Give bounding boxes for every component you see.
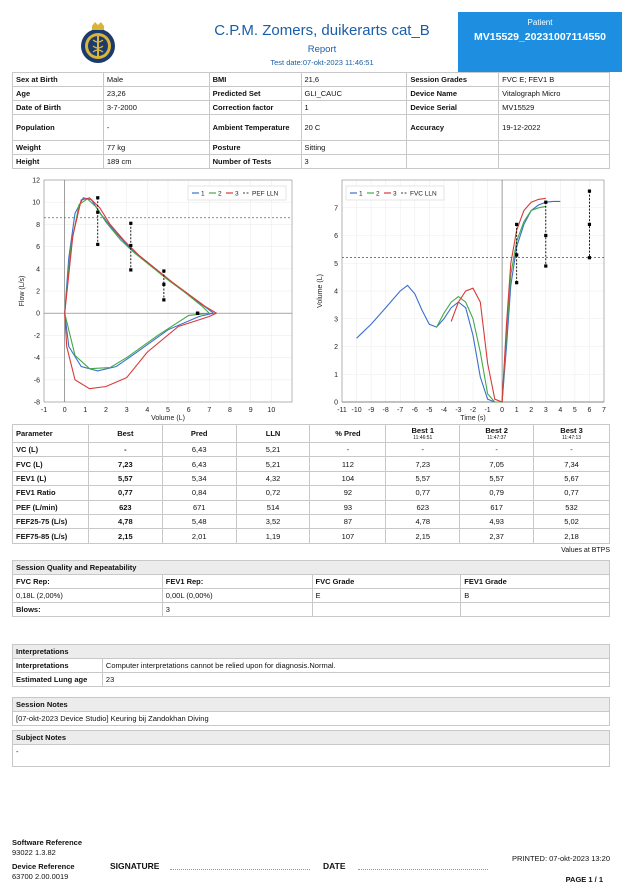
x-tick-label: 4 xyxy=(145,407,150,414)
parameter-cell: FVC (L) xyxy=(13,457,89,471)
table-row xyxy=(13,659,610,673)
lln-cell: 5,21 xyxy=(236,443,310,457)
predicted-point xyxy=(96,196,99,199)
ambient-label: Ambient Temperature xyxy=(209,115,301,141)
y-tick-label: 1 xyxy=(334,371,338,379)
y-axis-label: Flow (L/s) xyxy=(19,275,26,307)
predicted-point xyxy=(129,222,132,225)
interpretations-table xyxy=(12,644,610,687)
bmi-label: BMI xyxy=(209,73,301,87)
legend-label: 3 xyxy=(235,190,239,198)
interpretations-label: Interpretations xyxy=(13,659,103,673)
x-tick-label: -5 xyxy=(426,407,433,414)
empty-cell xyxy=(407,155,499,169)
session-notes-text: [07-okt-2023 Device Studio] Keuring bij Zandokhan Diving xyxy=(13,712,610,726)
results-header-row xyxy=(13,425,610,443)
practice-title: C.P.M. Zomers, duikerarts cat_B xyxy=(214,22,430,39)
signature-line xyxy=(170,869,310,870)
x-tick-label: 8 xyxy=(228,407,232,414)
predicted-point xyxy=(129,268,132,271)
pred-cell: 2,01 xyxy=(162,529,236,543)
predicted-point xyxy=(544,234,547,237)
printed-date: PRINTED: 07-okt-2023 13:20 xyxy=(512,854,610,863)
x-tick-label: 10 xyxy=(267,407,276,414)
best3-label: Best 3 xyxy=(560,426,583,435)
parameter-cell: FEF75-85 (L/s) xyxy=(13,529,89,543)
pred-cell: 5,48 xyxy=(162,514,236,528)
y-tick-label: -2 xyxy=(33,332,40,340)
b3-cell: 2,18 xyxy=(534,529,610,543)
table-row xyxy=(13,443,610,457)
b2-cell: 617 xyxy=(460,500,534,514)
device-name-value: Vitalograph Micro xyxy=(499,87,610,101)
y-tick-label: 4 xyxy=(36,266,40,274)
report-header xyxy=(12,12,610,72)
best-cell: 4,78 xyxy=(88,514,162,528)
device-value: 63700 2.00.0019 xyxy=(12,872,69,881)
volume-time-chart xyxy=(312,170,612,422)
table-row xyxy=(13,115,610,141)
height-label: Height xyxy=(13,155,104,169)
subject-notes-table xyxy=(12,730,610,767)
pct-pred-cell: 92 xyxy=(310,486,386,500)
tests-label: Number of Tests xyxy=(209,155,301,169)
legend-label: 1 xyxy=(359,190,363,198)
y-tick-label: 12 xyxy=(32,177,40,185)
x-tick-label: 1 xyxy=(83,407,88,414)
blows-value: 3 xyxy=(162,603,312,617)
y-tick-label: 10 xyxy=(32,199,40,207)
predicted-point xyxy=(515,253,518,256)
x-tick-label: 4 xyxy=(558,407,563,414)
parameter-cell: FEF25-75 (L/s) xyxy=(13,514,89,528)
table-row xyxy=(13,73,610,87)
empty-cell xyxy=(407,141,499,155)
predicted-point xyxy=(544,264,547,267)
b1-cell: 7,23 xyxy=(386,457,460,471)
predicted-point xyxy=(588,256,591,259)
accuracy-label: Accuracy xyxy=(407,115,499,141)
best-cell: 2,15 xyxy=(88,529,162,543)
table-row xyxy=(13,514,610,528)
posture-label: Posture xyxy=(209,141,301,155)
fev1-grade-label: FEV1 Grade xyxy=(461,575,610,589)
pred-cell: 6,43 xyxy=(162,443,236,457)
dob-label: Date of Birth xyxy=(13,101,104,115)
subject-notes-text: - xyxy=(13,745,610,767)
lung-age-label: Estimated Lung age xyxy=(13,673,103,687)
table-row xyxy=(13,87,610,101)
x-tick-label: 3 xyxy=(124,407,129,414)
parameter-cell: FEV1 (L) xyxy=(13,471,89,485)
x-tick-label: 0 xyxy=(500,407,505,414)
b2-cell: 0,79 xyxy=(460,486,534,500)
x-tick-label: -9 xyxy=(367,407,375,414)
population-value: - xyxy=(103,115,209,141)
fev1-grade-value: B xyxy=(461,589,610,603)
y-tick-label: 8 xyxy=(36,221,40,229)
subject-notes-title: Subject Notes xyxy=(13,731,610,745)
predicted-point xyxy=(588,190,591,193)
y-tick-label: -6 xyxy=(33,377,40,385)
legend-label: 3 xyxy=(393,190,397,198)
predicted-set-value: GLI_CAUC xyxy=(301,87,407,101)
table-row xyxy=(13,698,610,712)
y-tick-label: 5 xyxy=(334,260,338,268)
parameter-cell: VC (L) xyxy=(13,443,89,457)
sex-value: Male xyxy=(103,73,209,87)
x-tick-label: -2 xyxy=(469,407,477,414)
b2-cell: - xyxy=(460,443,534,457)
table-row xyxy=(13,645,610,659)
pct-pred-cell: 107 xyxy=(310,529,386,543)
table-row xyxy=(13,457,610,471)
best-cell: 0,77 xyxy=(88,486,162,500)
pct-pred-cell: 104 xyxy=(310,471,386,485)
predicted-point xyxy=(196,312,199,315)
x-tick-label: 2 xyxy=(104,407,108,414)
tests-value: 3 xyxy=(301,155,407,169)
b1-cell: - xyxy=(386,443,460,457)
software-value: 93022 1.3.82 xyxy=(12,848,56,857)
fvc-grade-value: E xyxy=(312,589,461,603)
y-tick-label: 6 xyxy=(334,233,338,240)
x-tick-label: 6 xyxy=(186,407,191,414)
y-tick-label: -8 xyxy=(33,399,40,407)
b1-cell: 2,15 xyxy=(386,529,460,543)
y-tick-label: 2 xyxy=(36,288,40,296)
x-tick-label: 2 xyxy=(529,407,534,414)
btps-note: Values at BTPS xyxy=(561,547,610,554)
best1-label: Best 1 xyxy=(411,426,435,435)
best2-time: 11:47:37 xyxy=(487,435,507,441)
device-serial-label: Device Serial xyxy=(407,101,499,115)
lln-cell: 4,32 xyxy=(236,471,310,485)
pred-cell: 671 xyxy=(162,500,236,514)
b2-cell: 7,05 xyxy=(460,457,534,471)
x-tick-label: -11 xyxy=(337,407,347,414)
y-tick-label: 3 xyxy=(334,316,338,324)
pred-cell: 0,84 xyxy=(162,486,236,500)
correction-label: Correction factor xyxy=(209,101,301,115)
date-line xyxy=(358,869,488,870)
col-pred: Pred xyxy=(162,425,236,443)
series-1-line xyxy=(65,198,214,371)
patient-info-table xyxy=(12,72,610,169)
lln-cell: 1,19 xyxy=(236,529,310,543)
best-cell: 7,23 xyxy=(88,457,162,471)
x-axis-label: Volume (L) xyxy=(151,415,185,422)
b2-cell: 5,57 xyxy=(460,471,534,485)
height-value: 189 cm xyxy=(103,155,209,169)
col-parameter: Parameter xyxy=(13,425,89,443)
pred-cell: 6,43 xyxy=(162,457,236,471)
fvc-grade-label: FVC Grade xyxy=(312,575,461,589)
x-tick-label: 9 xyxy=(248,407,253,414)
session-quality-title: Session Quality and Repeatability xyxy=(13,561,610,575)
correction-value: 1 xyxy=(301,101,407,115)
blows-label: Blows: xyxy=(13,603,163,617)
predicted-point xyxy=(515,223,518,226)
fvc-rep-value: 0,18L (2,00%) xyxy=(13,589,163,603)
best3-time: 11:47:13 xyxy=(562,435,582,441)
x-tick-label: -6 xyxy=(411,407,418,414)
col-lln: LLN xyxy=(236,425,310,443)
patient-box xyxy=(458,12,622,72)
session-grades-label: Session Grades xyxy=(407,73,499,87)
predicted-point xyxy=(162,283,165,286)
legend-label: 2 xyxy=(218,190,222,198)
x-tick-label: -10 xyxy=(351,407,362,414)
lln-cell: 0,72 xyxy=(236,486,310,500)
results-body xyxy=(13,443,610,544)
dob-value: 3-7-2000 xyxy=(103,101,209,115)
x-tick-label: -3 xyxy=(455,407,462,414)
report-label: Report xyxy=(307,44,337,55)
y-tick-label: 6 xyxy=(36,244,40,252)
table-row xyxy=(13,712,610,726)
fev1-rep-value: 0,00L (0,00%) xyxy=(162,589,312,603)
results-table xyxy=(12,424,610,544)
predicted-point xyxy=(544,201,547,204)
signature-label: SIGNATURE xyxy=(110,861,160,871)
age-value: 23,26 xyxy=(103,87,209,101)
empty-cell xyxy=(312,603,461,617)
y-tick-label: 0 xyxy=(334,399,338,407)
device-label: Device Reference xyxy=(12,862,75,871)
table-row xyxy=(13,500,610,514)
y-tick-label: 4 xyxy=(334,288,338,296)
sex-label: Sex at Birth xyxy=(13,73,104,87)
col-best3 xyxy=(534,425,610,443)
parameter-cell: FEV1 Ratio xyxy=(13,486,89,500)
table-row xyxy=(13,529,610,543)
fvc-rep-label: FVC Rep: xyxy=(13,575,163,589)
pred-cell: 5,34 xyxy=(162,471,236,485)
x-tick-label: 6 xyxy=(587,407,592,414)
legend-label: PEF LLN xyxy=(252,190,279,198)
b1-cell: 5,57 xyxy=(386,471,460,485)
b3-cell: 5,67 xyxy=(534,471,610,485)
predicted-point xyxy=(515,281,518,284)
x-tick-label: 5 xyxy=(166,407,170,414)
y-tick-label: 2 xyxy=(334,344,338,351)
legend-label: FVC LLN xyxy=(410,190,437,198)
best1-time: 11:46:51 xyxy=(413,435,433,441)
best-cell: - xyxy=(88,443,162,457)
interpretations-text: Computer interpretations cannot be relied upon for diagnosis.Normal. xyxy=(102,659,609,673)
patient-id: MV15529_20231007114550 xyxy=(474,31,606,43)
b3-cell: - xyxy=(534,443,610,457)
table-row xyxy=(13,589,610,603)
empty-cell xyxy=(461,603,610,617)
session-notes-table xyxy=(12,697,610,726)
x-tick-label: 5 xyxy=(572,407,577,414)
fev1-rep-label: FEV1 Rep: xyxy=(162,575,312,589)
b2-cell: 4,93 xyxy=(460,514,534,528)
table-row xyxy=(13,101,610,115)
lln-cell: 514 xyxy=(236,500,310,514)
table-row xyxy=(13,141,610,155)
session-notes-title: Session Notes xyxy=(13,698,610,712)
device-serial-value: MV15529 xyxy=(499,101,610,115)
b1-cell: 623 xyxy=(386,500,460,514)
x-tick-label: -7 xyxy=(397,407,404,414)
page-number: PAGE 1 / 1 xyxy=(565,875,603,884)
pct-pred-cell: 87 xyxy=(310,514,386,528)
session-quality-table xyxy=(12,560,610,617)
weight-value: 77 kg xyxy=(103,141,209,155)
b3-cell: 532 xyxy=(534,500,610,514)
legend-label: 1 xyxy=(201,190,205,198)
pct-pred-cell: 93 xyxy=(310,500,386,514)
x-tick-label: 3 xyxy=(543,407,548,414)
caduceus-logo-icon xyxy=(80,20,116,66)
table-row xyxy=(13,155,610,169)
flow-volume-chart xyxy=(10,170,300,422)
interpretations-title: Interpretations xyxy=(13,645,610,659)
b3-cell: 0,77 xyxy=(534,486,610,500)
y-axis-label: Volume (L) xyxy=(317,274,324,308)
table-row xyxy=(13,673,610,687)
posture-value: Sitting xyxy=(301,141,407,155)
weight-label: Weight xyxy=(13,141,104,155)
predicted-point xyxy=(96,211,99,214)
patient-label: Patient xyxy=(527,18,553,27)
session-grades-value: FVC E; FEV1 B xyxy=(499,73,610,87)
b3-cell: 5,02 xyxy=(534,514,610,528)
y-tick-label: -4 xyxy=(33,355,40,363)
x-tick-label: 7 xyxy=(602,407,606,414)
table-row xyxy=(13,471,610,485)
software-label: Software Reference xyxy=(12,838,83,847)
col-best: Best xyxy=(88,425,162,443)
ambient-value: 20 C xyxy=(301,115,407,141)
predicted-point xyxy=(162,298,165,301)
bmi-value: 21,6 xyxy=(301,73,407,87)
empty-cell xyxy=(499,155,610,169)
age-label: Age xyxy=(13,87,104,101)
test-date: Test date:07-okt-2023 11:46:51 xyxy=(270,58,374,67)
b1-cell: 0,77 xyxy=(386,486,460,500)
col-pct-pred: % Pred xyxy=(310,425,386,443)
lln-cell: 3,52 xyxy=(236,514,310,528)
y-tick-label: 0 xyxy=(36,310,40,318)
predicted-point xyxy=(162,269,165,272)
pct-pred-cell: - xyxy=(310,443,386,457)
predicted-set-label: Predicted Set xyxy=(209,87,301,101)
x-axis-label: Time (s) xyxy=(460,415,486,422)
series-3-line xyxy=(65,198,217,389)
best-cell: 623 xyxy=(88,500,162,514)
table-row xyxy=(13,603,610,617)
x-tick-label: -1 xyxy=(484,407,491,414)
predicted-point xyxy=(129,244,132,247)
best-cell: 5,57 xyxy=(88,471,162,485)
table-row xyxy=(13,486,610,500)
best2-label: Best 2 xyxy=(485,426,508,435)
x-tick-label: 1 xyxy=(514,407,519,414)
lln-cell: 5,21 xyxy=(236,457,310,471)
y-tick-label: 7 xyxy=(334,205,338,213)
predicted-point xyxy=(588,223,591,226)
col-best1 xyxy=(386,425,460,443)
population-label: Population xyxy=(13,115,104,141)
table-row xyxy=(13,731,610,745)
table-row xyxy=(13,575,610,589)
table-row xyxy=(13,745,610,767)
date-label: DATE xyxy=(323,861,346,871)
lung-age-value: 23 xyxy=(102,673,609,687)
accuracy-value: 19-12-2022 xyxy=(499,115,610,141)
col-best2 xyxy=(460,425,534,443)
x-tick-label: -1 xyxy=(40,407,48,414)
x-tick-label: -4 xyxy=(440,407,448,414)
x-tick-label: 0 xyxy=(62,407,67,414)
empty-cell xyxy=(499,141,610,155)
b1-cell: 4,78 xyxy=(386,514,460,528)
b3-cell: 7,34 xyxy=(534,457,610,471)
parameter-cell: PEF (L/min) xyxy=(13,500,89,514)
table-row xyxy=(13,561,610,575)
legend-label: 2 xyxy=(376,190,380,198)
pct-pred-cell: 112 xyxy=(310,457,386,471)
device-name-label: Device Name xyxy=(407,87,499,101)
predicted-point xyxy=(96,243,99,246)
x-tick-label: -8 xyxy=(382,407,389,414)
b2-cell: 2,37 xyxy=(460,529,534,543)
series-3-line xyxy=(451,198,546,402)
x-tick-label: 7 xyxy=(207,407,212,414)
